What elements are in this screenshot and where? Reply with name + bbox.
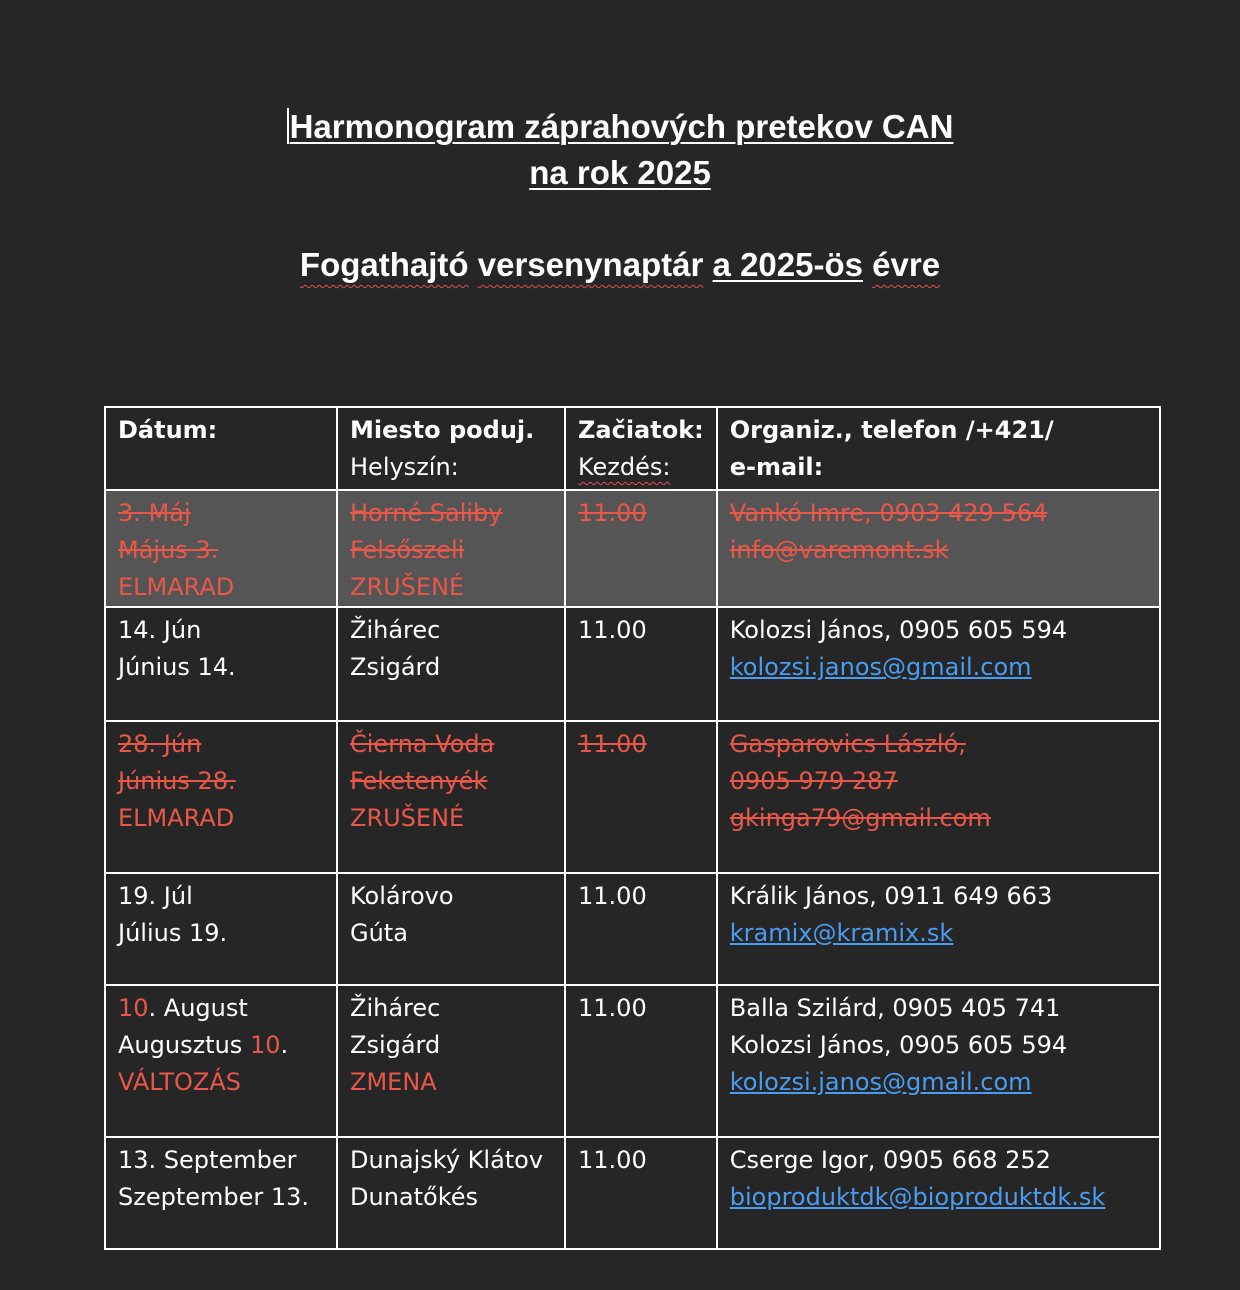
table-row — [105, 873, 1160, 985]
title-line-1: Harmonogram záprahových pretekov CAN — [0, 104, 1240, 150]
row-date: 28. Jún Június 28. ELMARAD — [105, 721, 337, 873]
row-date: 19. Júl Július 19. — [105, 873, 337, 985]
row-start: 11.00 — [565, 985, 717, 1137]
row-date: 3. Máj Május 3. ELMARAD — [105, 490, 337, 607]
title-line-2: na rok 2025 — [529, 154, 711, 191]
table-row — [105, 1137, 1160, 1249]
text-cursor — [287, 108, 289, 144]
row-place: Kolárovo Gúta — [337, 873, 565, 985]
email-link[interactable]: info@varemont.sk — [729, 536, 949, 564]
table-row — [105, 721, 1160, 873]
row-date: 10. August Augusztus 10. VÁLTOZÁS — [105, 985, 337, 1137]
row-place: Dunajský Klátov Dunatőkés — [337, 1137, 565, 1249]
row-start: 11.00 — [565, 873, 717, 985]
email-link[interactable]: gkinga79@gmail.com — [729, 804, 991, 832]
email-link[interactable]: kramix@kramix.sk — [729, 919, 954, 947]
title-line-hungarian: Fogathajtó versenynaptár a 2025-ös évre — [299, 246, 941, 283]
row-organizer: Králik János, 0911 649 663 kramix@kramix.sk — [717, 873, 1160, 985]
row-organizer: Kolozsi János, 0905 605 594 kolozsi.janos@gmail.com — [717, 607, 1160, 721]
table-header-row — [105, 407, 1160, 490]
table-row — [105, 490, 1160, 607]
row-place: Žihárec Zsigárd — [337, 607, 565, 721]
row-organizer: Balla Szilárd, 0905 405 741 Kolozsi János, 0905 605 594 kolozsi.janos@gmail.com — [717, 985, 1160, 1137]
row-place: Čierna Voda Feketenyék ZRUŠENÉ — [337, 721, 565, 873]
row-place: Horné Saliby Felsőszeli ZRUŠENÉ — [337, 490, 565, 607]
row-start: 11.00 — [565, 721, 717, 873]
table-row — [105, 607, 1160, 721]
row-start: 11.00 — [565, 607, 717, 721]
row-date: 13. September Szeptember 13. — [105, 1137, 337, 1249]
schedule-table — [104, 406, 1161, 1250]
row-date: 14. Jún Június 14. — [105, 607, 337, 721]
email-link[interactable]: kolozsi.janos@gmail.com — [729, 1068, 1032, 1096]
row-start: 11.00 — [565, 1137, 717, 1249]
row-place: Žihárec Zsigárd ZMENA — [337, 985, 565, 1137]
table-row — [105, 985, 1160, 1137]
header-place: Miesto poduj. Helyszín: — [337, 407, 565, 490]
header-start: Začiatok: Kezdés: — [565, 407, 717, 490]
email-link[interactable]: kolozsi.janos@gmail.com — [729, 653, 1032, 681]
email-link[interactable]: bioproduktdk@bioproduktdk.sk — [729, 1183, 1106, 1211]
document-title — [0, 104, 1240, 288]
header-date: Dátum: — [105, 407, 337, 490]
row-organizer: Cserge Igor, 0905 668 252 bioproduktdk@bioproduktdk.sk — [717, 1137, 1160, 1249]
row-organizer: Gasparovics László, 0905 979 287 gkinga79@gmail.com — [717, 721, 1160, 873]
header-organizer: Organiz., telefon /+421/ e-mail: — [717, 407, 1160, 490]
row-organizer: Vankó Imre, 0903 429 564 info@varemont.sk — [717, 490, 1160, 607]
row-start: 11.00 — [565, 490, 717, 607]
